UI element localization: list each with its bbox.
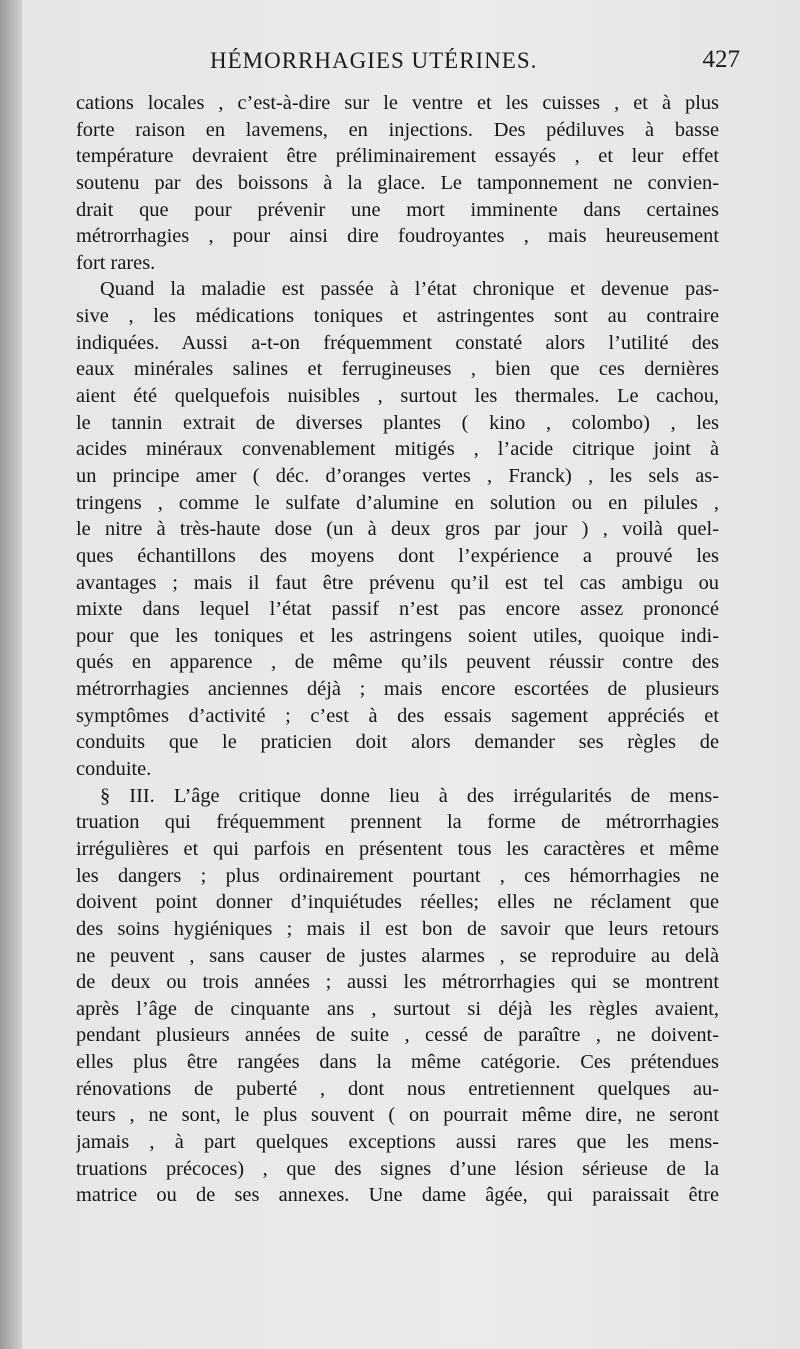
text-line: jamais , à part quelques exceptions aussi rares que les mens- [76, 1130, 719, 1153]
text-line: le nitre à très-haute dose (un à deux gros par jour ) , voilà quel- [76, 518, 719, 541]
text-line: métrorrhagies anciennes déjà ; mais encore escortées de plusieurs [76, 678, 719, 701]
text-line: truation qui fréquemment prennent la forme de métrorrhagies [76, 811, 719, 834]
text-line: les dangers ; plus ordinairement pourtant , ces hémorrhagies ne [76, 864, 719, 887]
text-line: température devraient être préliminairement essayés , et leur effet [76, 145, 719, 168]
text-line: mixte dans lequel l’état passif n’est pas encore assez prononcé [76, 598, 719, 621]
text-line: conduits que le praticien doit alors demander ses règles de [76, 731, 719, 754]
text-line: acides minéraux convenablement mitigés , l’acide citrique joint à [76, 438, 719, 461]
text-line: pour que les toniques et les astringens soient utiles, quoique indi- [76, 624, 719, 647]
text-line: elles plus être rangées dans la même catégorie. Ces prétendues [76, 1051, 719, 1074]
text-line: truations précoces) , que des signes d’une lésion sérieuse de la [76, 1157, 719, 1180]
text-line: pendant plusieurs années de suite , cessé de paraître , ne doivent- [76, 1024, 719, 1047]
text-line: après l’âge de cinquante ans , surtout si déjà les règles avaient, [76, 997, 719, 1020]
body-text [76, 90, 719, 1209]
text-line: conduite. [76, 758, 152, 781]
page-number: 427 [702, 46, 740, 73]
page-header [76, 48, 740, 84]
text-line: le tannin extrait de diverses plantes ( kino , colombo) , les [76, 411, 719, 434]
text-line: cations locales , c’est-à-dire sur le ventre et les cuisses , et à plus [76, 92, 719, 114]
text-line: ne peuvent , sans causer de justes alarmes , se reproduire au delà [76, 944, 719, 967]
text-line: teurs , ne sont, le plus souvent ( on pourrait même dire, ne seront [76, 1104, 719, 1127]
text-line: sive , les médications toniques et astringentes sont au contraire [76, 305, 719, 328]
text-line: de deux ou trois années ; aussi les métrorrhagies qui se montrent [76, 971, 719, 994]
text-line: § III. L’âge critique donne lieu à des irrégularités de mens- [100, 784, 719, 807]
text-line: soutenu par des boissons à la glace. Le tamponnement ne convien- [76, 171, 719, 194]
text-line: Quand la maladie est passée à l’état chronique et devenue pas- [100, 278, 719, 301]
text-line: des soins hygiéniques ; mais il est bon de savoir que leurs retours [76, 917, 719, 940]
text-line: métrorrhagies , pour ainsi dire foudroyantes , mais heureusement [76, 225, 719, 248]
text-line: indiquées. Aussi a-t-on fréquemment constaté alors l’utilité des [76, 331, 719, 354]
text-line: symptômes d’activité ; c’est à des essais sagement appréciés et [76, 704, 719, 727]
text-line: aient été quelquefois nuisibles , surtout les thermales. Le cachou, [76, 385, 719, 408]
text-line: un principe amer ( déc. d’oranges vertes , Franck) , les sels as- [76, 464, 719, 487]
text-line: matrice ou de ses annexes. Une dame âgée, qui paraissait être [76, 1184, 719, 1207]
running-title: HÉMORRHAGIES UTÉRINES. [210, 48, 538, 73]
text-line: drait que pour prévenir une mort imminente dans certaines [76, 198, 719, 221]
text-line: doivent point donner d’inquiétudes réelles; elles ne réclament que [76, 891, 719, 914]
text-line: forte raison en lavemens, en injections. Des pédiluves à basse [76, 118, 719, 141]
text-line: tringens , comme le sulfate d’alumine en solution ou en pilules , [76, 491, 719, 514]
text-line: fort rares. [76, 251, 156, 274]
text-line: eaux minérales salines et ferrugineuses , bien que ces dernières [76, 358, 719, 381]
text-line: irrégulières et qui parfois en présentent tous les caractères et même [76, 837, 719, 860]
text-line: ques échantillons des moyens dont l’expérience a prouvé les [76, 544, 719, 567]
text-line: rénovations de puberté , dont nous entretiennent quelques au- [76, 1077, 719, 1100]
page-binding-shadow [0, 0, 22, 1349]
text-line: qués en apparence , de même qu’ils peuvent réussir contre des [76, 651, 719, 674]
text-line: avantages ; mais il faut être prévenu qu’il est tel cas ambigu ou [76, 571, 719, 594]
